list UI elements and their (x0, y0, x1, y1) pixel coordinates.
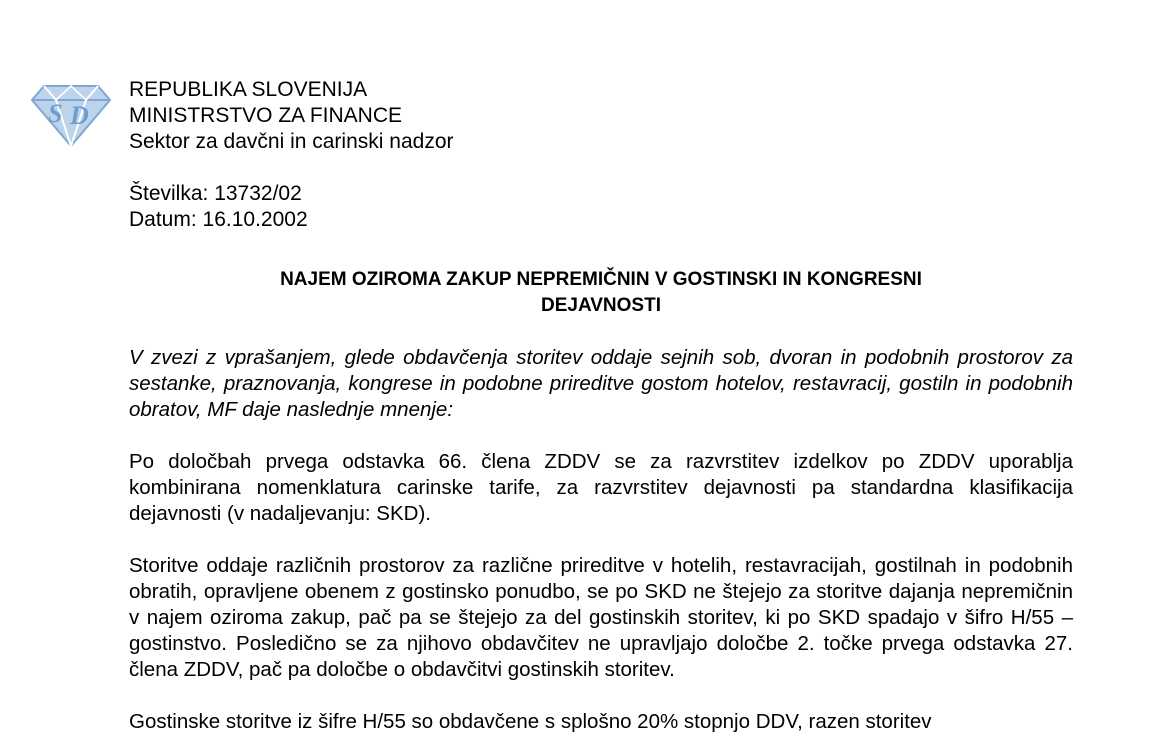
document-title (129, 267, 1073, 319)
svg-text:D: D (70, 101, 89, 130)
paragraph-2: Storitve oddaje različnih prostorov za različne prireditve v hotelih, restavracijah, gostilnah in podobnih obratih, opravljene obenem z gostinsko ponudbo, se po SKD ne štejejo za storitve dajanja nepremičnin v najem oziroma zakup, pač pa se štejejo za del gostinskih storitev, ki po SKD spadajo v šifro H/55 – gostinstvo. Posledično se za njihovo obdavčitev ne upravljajo določbe 2. točke prvega odstavka 27. člena ZDDV, pač pa določbe o obdavčitvi gostinskih storitev. (129, 554, 1073, 681)
header-ministry: MINISTRSTVO ZA FINANCE (129, 104, 403, 127)
document-date: Datum: 16.10.2002 (129, 208, 308, 231)
slovenia-shield-logo-icon (28, 78, 114, 150)
svg-text:S: S (48, 99, 63, 128)
document-number: Številka: 13732/02 (129, 182, 302, 205)
document-body (129, 77, 1073, 735)
header-sector: Sektor za davčni in carinski nadzor (129, 130, 454, 153)
paragraph-3: Gostinske storitve iz šifre H/55 so obdavčene s splošno 20% stopnjo DDV, razen storitev (129, 710, 932, 733)
title-line-2: DEJAVNOSTI (540, 295, 661, 316)
intro-paragraph: V zvezi z vprašanjem, glede obdavčenja storitev oddaje sejnih sob, dvoran in podobnih prostorov za sestanke, praznovanja, kongrese in podobne prireditve gostom hotelov, restavracij, gostiln in podobnih obratov, MF daje naslednje mnenje: (129, 346, 1073, 421)
title-line-1: NAJEM OZIROMA ZAKUP NEPREMIČNIN V GOSTINSKI IN KONGRESNI (280, 269, 922, 290)
paragraph-1: Po določbah prvega odstavka 66. člena ZDDV se za razvrstitev izdelkov po ZDDV uporablja kombinirana nomenklatura carinske tarife, za razvrstitev dejavnosti pa standardna klasifikacija dejavnosti (v nadaljevanju: SKD). (129, 450, 1073, 525)
header-country: REPUBLIKA SLOVENIJA (129, 78, 368, 101)
